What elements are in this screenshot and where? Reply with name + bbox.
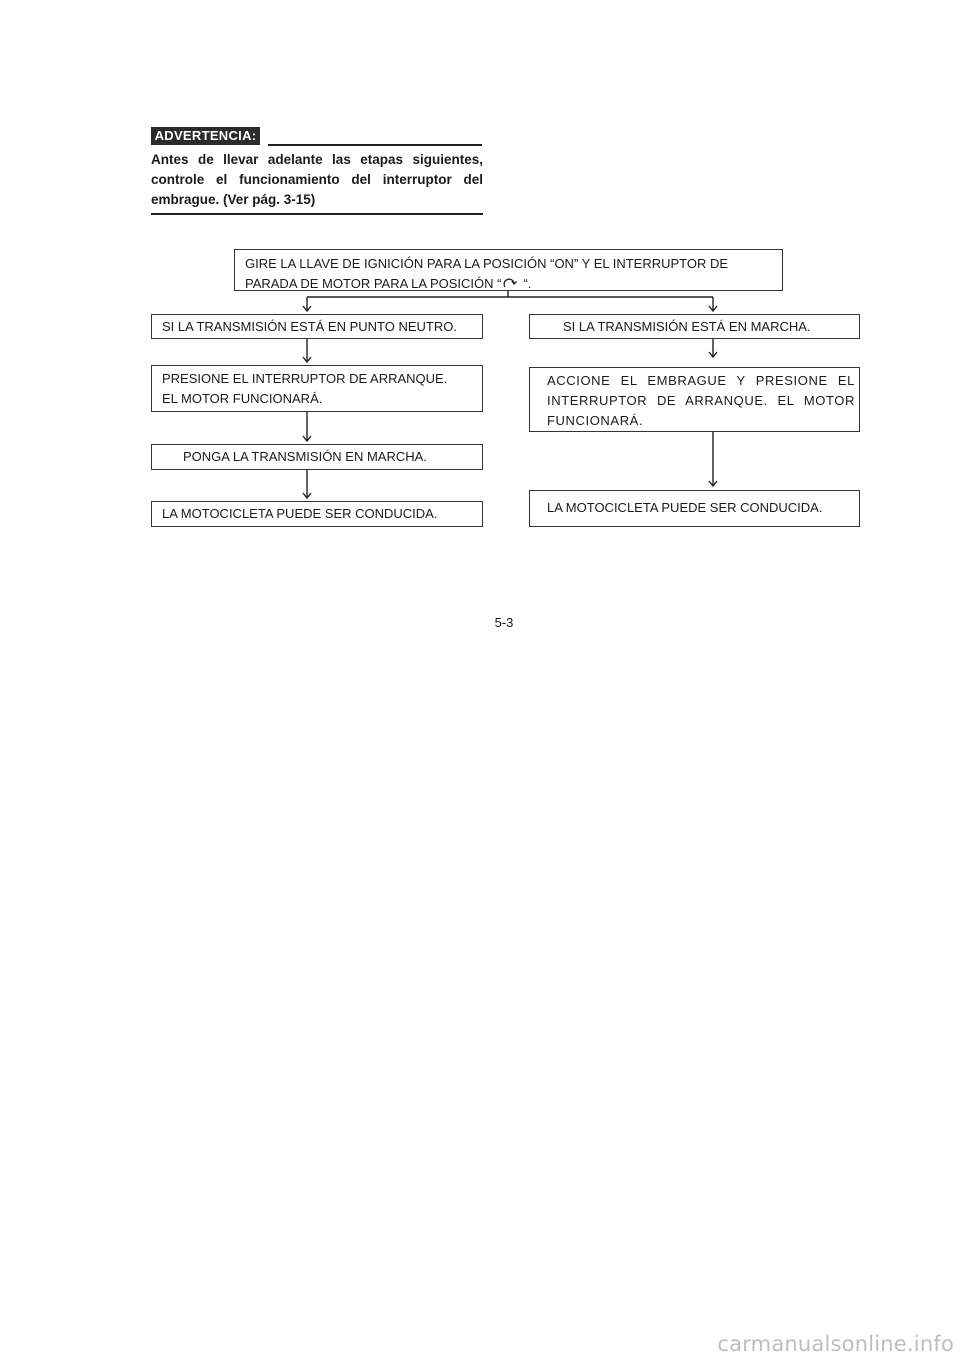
- flow-right-step1-box: [529, 367, 860, 432]
- flow-left-step2: PONGA LA TRANSMISIÓN EN MARCHA.: [183, 449, 427, 464]
- page-number: 5-3: [494, 615, 514, 630]
- flow-start-line2: [245, 274, 772, 294]
- warning-bottom-rule: [151, 213, 483, 215]
- flow-left-condition: SI LA TRANSMISIÓN ESTÁ EN PUNTO NEUTRO.: [162, 319, 457, 334]
- engine-run-icon: [501, 276, 523, 290]
- flow-start-line2-prefix: PARADA DE MOTOR PARA LA POSICIÓN “: [245, 276, 502, 291]
- flow-left-result-box: [151, 501, 483, 527]
- flow-right-result-box: [529, 490, 860, 527]
- flow-right-condition: SI LA TRANSMISIÓN ESTÁ EN MARCHA.: [563, 319, 811, 334]
- warning-label: ADVERTENCIA:: [151, 127, 260, 145]
- flow-left-result: LA MOTOCICLETA PUEDE SER CONDUCIDA.: [162, 506, 438, 521]
- flow-left-condition-box: [151, 314, 483, 339]
- flow-start-line2-suffix: “.: [523, 276, 532, 291]
- watermark: carmanualsonline.info: [717, 1332, 954, 1356]
- flow-left-step1-box: [151, 365, 483, 412]
- flow-left-step2-box: [151, 444, 483, 470]
- warning-text: Antes de llevar adelante las etapas siguientes, controle el funcionamiento del interruptor del embrague. (Ver pág. 3-15): [151, 152, 483, 207]
- flow-right-result: LA MOTOCICLETA PUEDE SER CONDUCIDA.: [547, 500, 823, 515]
- warning-top-rule: [268, 144, 482, 146]
- flow-left-step1-line1: PRESIONE EL INTERRUPTOR DE ARRANQUE.: [162, 371, 448, 386]
- flow-start-box: [234, 249, 783, 291]
- flow-right-condition-box: [529, 314, 860, 339]
- flow-right-step1: ACCIONE EL EMBRAGUE Y PRESIONE EL INTERRUPTOR DE ARRANQUE. EL MOTOR FUNCIONARÁ.: [547, 373, 855, 428]
- flow-left-step1-line2: EL MOTOR FUNCIONARÁ.: [162, 391, 323, 406]
- flow-start-line1: GIRE LA LLAVE DE IGNICIÓN PARA LA POSICIÓN “ON” Y EL INTERRUPTOR DE: [245, 256, 729, 271]
